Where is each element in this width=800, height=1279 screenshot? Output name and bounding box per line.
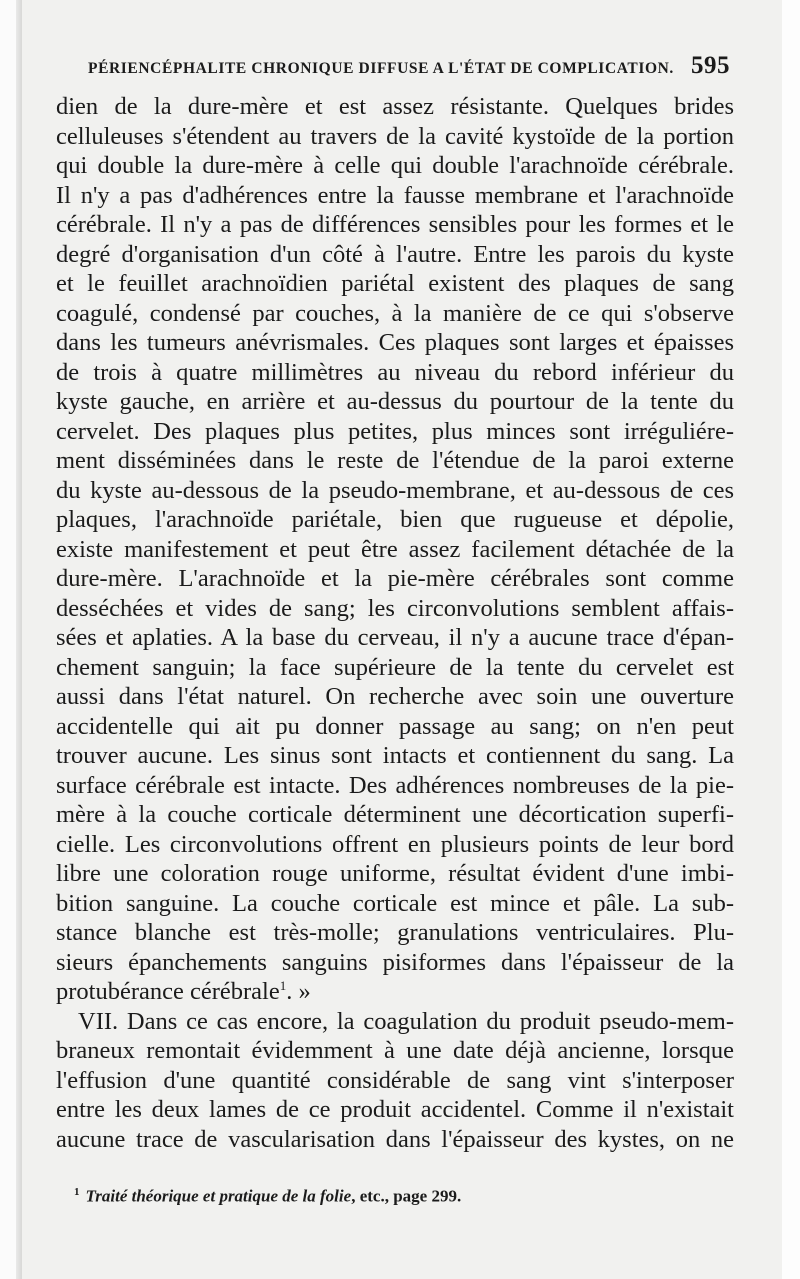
- text-line: sieurs épanchements sanguins pisiformes dans l'épaisseur de la: [56, 948, 734, 976]
- text-line: aussi dans l'état naturel. On recherche avec soin une ouverture: [56, 683, 734, 710]
- text-line: accidentelle qui ait pu donner passage au sang; on n'en peut: [56, 712, 734, 740]
- text-line: braneux remontait évidemment à une date déjà ancienne, lorsque: [56, 1037, 734, 1064]
- text-line: plaques, l'arachnoïde pariétale, bien que rugueuse et dépolie,: [56, 506, 734, 533]
- footnote-title: Traité théorique et pratique de la folie: [85, 1186, 352, 1206]
- text-line: cielle. Les circonvolutions offrent en plusieurs points de leur bord: [56, 830, 734, 858]
- text-line: et le feuillet arachnoïdien pariétal existent des plaques de sang: [56, 270, 734, 297]
- text-line: aucune trace de vascularisation dans l'épaisseur des kystes, on ne: [56, 1125, 734, 1153]
- footnote: [74, 1186, 714, 1207]
- text-line: cervelet. Des plaques plus petites, plus minces sont irréguliére-: [56, 417, 734, 445]
- body-text: [56, 92, 734, 1154]
- text-line: trouver aucune. Les sinus sont intacts et contiennent du sang. La: [56, 742, 734, 769]
- text-line: degré d'organisation d'un côté à l'autre. Entre les parois du kyste: [56, 240, 734, 268]
- text-line: ment disséminées dans le reste de l'étendue de la paroi externe: [56, 447, 734, 474]
- text-line: dien de la dure-mère et est assez résistante. Quelques brides: [56, 93, 734, 120]
- text-line: existe manifestement et peut être assez facilement détachée de la: [56, 535, 734, 563]
- text-line: chement sanguin; la face supérieure de la tente du cervelet est: [56, 653, 734, 681]
- running-head: PÉRIENCÉPHALITE CHRONIQUE DIFFUSE A L'ÉTAT DE COMPLICATION.: [88, 60, 674, 77]
- text-line: du kyste au-dessous de la pseudo-membrane, et au-dessous de ces: [56, 476, 734, 504]
- page-left-edge: [0, 0, 22, 1279]
- text-line: dans les tumeurs anévrismales. Ces plaques sont larges et épaisses: [56, 329, 734, 356]
- text-line: bition sanguine. La couche corticale est mince et pâle. La sub-: [56, 889, 734, 917]
- text-line: l'effusion d'une quantité considérable de sang vint s'interposer: [56, 1066, 734, 1094]
- text-line: libre une coloration rouge uniforme, résultat évident d'une imbi-: [56, 860, 734, 887]
- text-line: de trois à quatre millimètres au niveau du rebord inférieur du: [56, 358, 734, 386]
- text-line: cérébrale. Il n'y a pas de différences sensibles pour les formes et le: [56, 211, 734, 238]
- text-line: qui double la dure-mère à celle qui double l'arachnoïde cérébrale.: [56, 152, 734, 179]
- text-line: coagulé, condensé par couches, à la manière de ce qui s'observe: [56, 299, 734, 327]
- footnote-mark: 1: [74, 1186, 80, 1198]
- text-line: sées et aplaties. A la base du cerveau, il n'y a aucune trace d'épan-: [56, 624, 734, 651]
- note-anchor-text: protubérance cérébrale: [56, 978, 280, 1005]
- text-line: stance blanche est très-molle; granulations ventriculaires. Plu-: [56, 919, 734, 946]
- text-line: kyste gauche, en arrière et au-dessus du pourtour de la tente du: [56, 388, 734, 415]
- text-line: Il n'y a pas d'adhérences entre la fausse membrane et l'arachnoïde: [56, 181, 734, 209]
- text-line: mère à la couche corticale déterminent une décortication superfi-: [56, 801, 734, 828]
- footnote-reference: 1: [279, 977, 287, 993]
- footnote-citation: , etc., page 299.: [351, 1186, 462, 1206]
- page-number: 595: [691, 52, 730, 79]
- text-line-with-note: [56, 977, 734, 1007]
- quote-close: . »: [286, 978, 311, 1005]
- text-line: entre les deux lames de ce produit accidentel. Comme il n'existait: [56, 1096, 734, 1123]
- text-line: VII. Dans ce cas encore, la coagulation du produit pseudo-mem-: [78, 1007, 734, 1035]
- text-line: surface cérébrale est intacte. Des adhérences nombreuses de la pie-: [56, 771, 734, 799]
- page-header: [88, 52, 730, 84]
- page-right-edge: [782, 0, 800, 1279]
- text-line: desséchées et vides de sang; les circonvolutions semblent affais-: [56, 594, 734, 622]
- text-line: dure-mère. L'arachnoïde et la pie-mère cérébrales sont comme: [56, 565, 734, 592]
- text-line: celluleuses s'étendent au travers de la cavité kystoïde de la portion: [56, 122, 734, 150]
